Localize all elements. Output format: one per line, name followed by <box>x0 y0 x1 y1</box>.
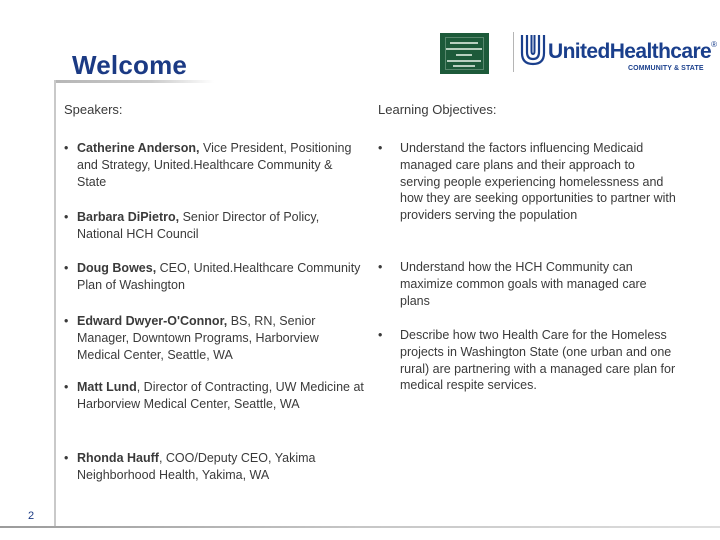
speaker-item <box>64 140 364 191</box>
speaker-detail: CEO, United.Healthcare Community Plan of Washington <box>77 261 361 292</box>
bullet: • <box>64 141 69 155</box>
speaker-detail: BS, RN, Senior Manager, Downtown Programs, Harborview Medical Center, Seattle, WA <box>77 314 319 362</box>
page-number: 2 <box>28 510 35 522</box>
bullet: • <box>64 261 69 275</box>
bullet: • <box>64 451 69 465</box>
logo-divider <box>513 32 514 72</box>
bullet: • <box>64 380 69 394</box>
bottom-rule <box>0 526 720 528</box>
objective-text: Describe how two Health Care for the Homeless projects in Washington State (one urban and one rural) are partnering with a managed care plan for medical respite services. <box>400 328 676 393</box>
speaker-name: Rhonda Hauff <box>77 451 159 465</box>
speaker-detail: Vice President, Positioning and Strategy, United.Healthcare Community & State <box>77 141 352 189</box>
speaker-name: Catherine Anderson, <box>77 141 200 155</box>
objective-item <box>378 327 678 394</box>
speaker-name: Doug Bowes, <box>77 261 157 275</box>
speaker-item <box>64 209 364 243</box>
nhchc-logo-text-line <box>453 65 475 67</box>
speaker-item <box>64 260 364 294</box>
nhchc-logo-text-line <box>450 42 478 44</box>
uhc-registered-mark: ® <box>711 40 717 49</box>
nhchc-logo-text-line <box>456 54 472 56</box>
nhchc-logo-text-line <box>446 48 482 50</box>
speaker-name: Edward Dwyer-O'Connor, <box>77 314 228 328</box>
bullet: • <box>378 141 383 155</box>
objectives-heading: Learning Objectives: <box>378 102 497 117</box>
slide-title: Welcome <box>72 50 188 80</box>
objective-item <box>378 259 678 309</box>
objective-text: Understand how the HCH Community can maximize common goals with managed care plans <box>400 260 647 308</box>
bullet: • <box>64 314 69 328</box>
bullet: • <box>64 210 69 224</box>
speaker-item <box>64 313 364 364</box>
uhc-wordmark <box>548 40 716 64</box>
uhc-subtitle: COMMUNITY & STATE <box>628 65 704 72</box>
bullet: • <box>378 260 383 274</box>
speaker-item <box>64 450 364 484</box>
speaker-detail: , Director of Contracting, UW Medicine at Harborview Medical Center, Seattle, WA <box>77 380 364 411</box>
objective-text: Understand the factors influencing Medicaid managed care plans and their approach to serving people experiencing homelessness and how they are seeking opportunities to partner with providers serving the population <box>400 141 676 223</box>
title-underline-rule <box>54 80 214 83</box>
speaker-name: Barbara DiPietro, <box>77 210 180 224</box>
speaker-detail: , COO/Deputy CEO, Yakima Neighborhood Health, Yakima, WA <box>77 451 316 482</box>
left-vertical-rule <box>54 80 56 528</box>
bullet: • <box>378 328 383 342</box>
nhchc-logo <box>440 33 489 74</box>
nhchc-logo-text-line <box>447 60 481 62</box>
speaker-name: Matt Lund <box>77 380 137 394</box>
speakers-heading: Speakers: <box>64 102 123 117</box>
objective-item <box>378 140 678 224</box>
speaker-detail: Senior Director of Policy, National HCH Council <box>77 210 320 241</box>
speaker-item <box>64 379 364 413</box>
unitedhealthcare-logo <box>510 30 717 80</box>
uhc-wordmark-text: UnitedHealthcare <box>548 40 712 63</box>
uhc-u-mark-icon <box>520 33 546 67</box>
